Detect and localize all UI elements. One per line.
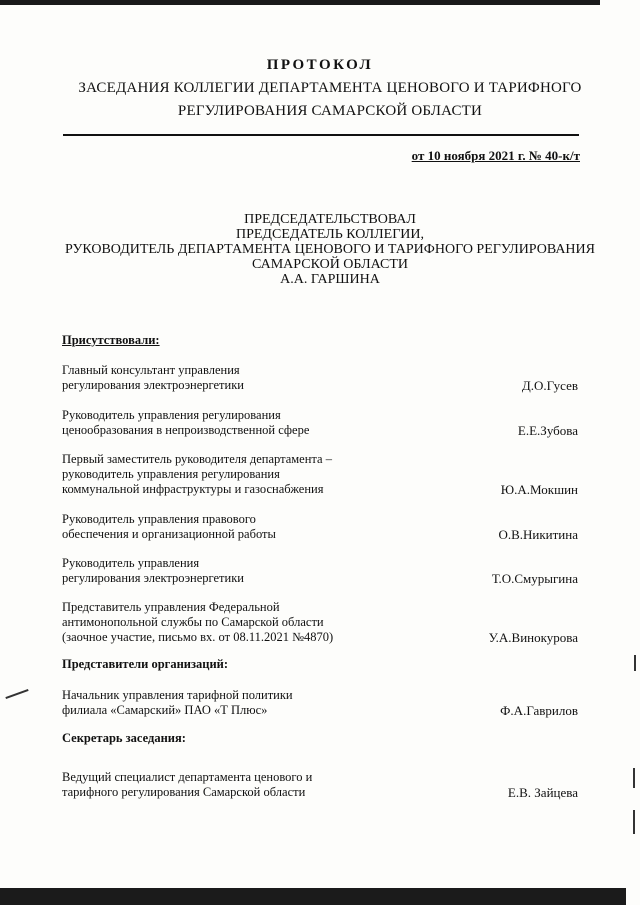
position-line: Ведущий специалист департамента ценового и (62, 770, 313, 784)
secretary-heading: Секретарь заседания: (62, 731, 186, 745)
scan-edge-top (0, 0, 600, 5)
position-line: регулирования электроэнергетики (62, 571, 244, 585)
attendee-position (62, 452, 392, 497)
attendee-name: Ф.А.Гаврилов (500, 703, 578, 718)
attendee-entry (62, 408, 578, 438)
scan-mark (633, 810, 635, 834)
header-rule (63, 134, 579, 136)
attendee-position (62, 600, 402, 645)
position-line: обеспечения и организационной работы (62, 527, 276, 541)
position-line: (заочное участие, письмо вх. от 08.11.2021 №4870) (62, 630, 334, 644)
attendee-position (62, 688, 382, 718)
attendee-entry (62, 452, 578, 497)
attendee-name: Д.О.Гусев (521, 378, 578, 393)
attendee-position (62, 512, 382, 542)
present-heading: Присутствовали: (62, 333, 160, 347)
position-line: Первый заместитель руководителя департамента – (62, 452, 332, 466)
attendee-entry (62, 556, 578, 586)
attendee-position (62, 363, 382, 393)
position-line: филиала «Самарский» ПАО «Т Плюс» (62, 703, 268, 717)
attendee-name: У.А.Винокурова (488, 630, 578, 645)
attendee-position (62, 408, 382, 438)
chair-line-5: А.А. ГАРШИНА (280, 272, 380, 287)
position-line: Главный консультант управления (62, 363, 240, 377)
position-line: Представитель управления Федеральной (62, 600, 280, 614)
protocol-date-number: от 10 ноября 2021 г. № 40-к/т (411, 148, 580, 163)
attendee-position (62, 770, 382, 800)
attendee-entry (62, 363, 578, 393)
attendee-name: О.В.Никитина (498, 527, 578, 542)
attendee-entry (62, 770, 578, 800)
chair-line-2: ПРЕДСЕДАТЕЛЬ КОЛЛЕГИИ, (235, 227, 425, 242)
attendee-entry (62, 600, 578, 645)
position-line: Начальник управления тарифной политики (62, 688, 293, 702)
attendee-entry (62, 688, 578, 718)
chair-line-4: САМАРСКОЙ ОБЛАСТИ (251, 257, 409, 272)
position-line: Руководитель управления регулирования (62, 408, 281, 422)
chair-line-1: ПРЕДСЕДАТЕЛЬСТВОВАЛ (244, 212, 416, 227)
attendee-name: Е.В. Зайцева (507, 785, 578, 800)
document-subtitle-line-2: РЕГУЛИРОВАНИЯ САМАРСКОЙ ОБЛАСТИ (177, 103, 483, 119)
position-line: Руководитель управления (62, 556, 200, 570)
scan-mark (633, 768, 635, 788)
scan-mark (5, 689, 28, 699)
attendee-name: Т.О.Смурыгина (491, 571, 578, 586)
position-line: ценообразования в непроизводственной сфере (62, 423, 310, 437)
position-line: тарифного регулирования Самарской области (62, 785, 306, 799)
attendee-name: Ю.А.Мокшин (500, 482, 578, 497)
attendee-name: Е.Е.Зубова (517, 423, 578, 438)
position-line: коммунальной инфраструктуры и газоснабжения (62, 482, 324, 496)
position-line: регулирования электроэнергетики (62, 378, 244, 392)
attendee-position (62, 556, 382, 586)
organizations-heading: Представители организаций: (62, 657, 229, 671)
document-title: ПРОТОКОЛ (266, 57, 374, 73)
position-line: Руководитель управления правового (62, 512, 256, 526)
chair-block (40, 212, 620, 287)
attendee-entry (62, 512, 578, 542)
position-line: руководитель управления регулирования (62, 467, 280, 481)
scan-mark (634, 655, 636, 671)
scan-edge-bottom (0, 888, 626, 905)
chair-line-3: РУКОВОДИТЕЛЬ ДЕПАРТАМЕНТА ЦЕНОВОГО И ТАРИФНОГО РЕГУЛИРОВАНИЯ (65, 242, 595, 257)
position-line: антимонопольной службы по Самарской области (62, 615, 324, 629)
document-subtitle-line-1: ЗАСЕДАНИЯ КОЛЛЕГИИ ДЕПАРТАМЕНТА ЦЕНОВОГО И ТАРИФНОГО (78, 80, 582, 96)
